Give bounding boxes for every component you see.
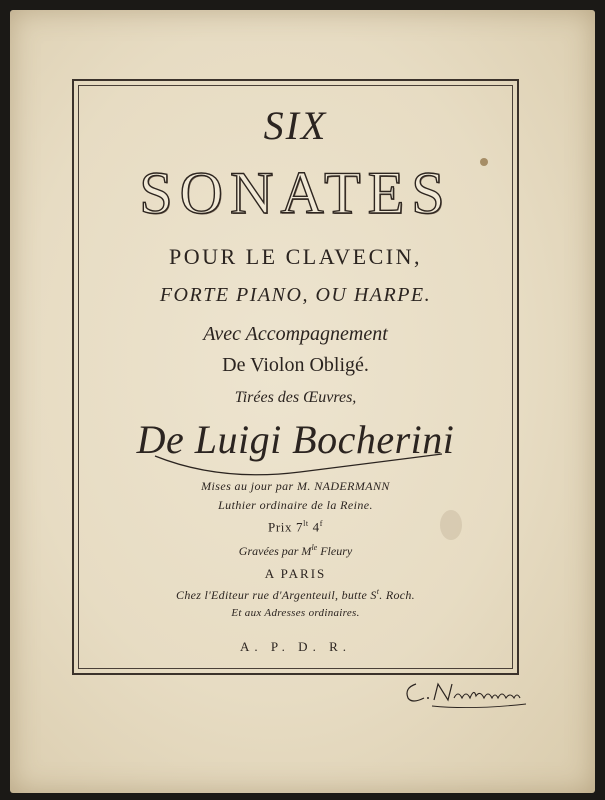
title-sonates: SONATES — [139, 160, 452, 226]
violin-line: De Violon Obligé. — [222, 354, 369, 376]
other-addresses-line: Et aux Adresses ordinaires. — [231, 607, 360, 619]
calligraphic-flourish — [150, 452, 450, 478]
address-suffix: . Roch. — [379, 588, 415, 602]
engraver-name: Fleury — [317, 544, 353, 558]
subtitle-alternatives: FORTE PIANO, OU HARPE. — [159, 284, 432, 306]
publisher-title: Luthier ordinaire de la Reine. — [218, 498, 373, 512]
handwritten-signature — [402, 676, 532, 716]
address-saint-sup: t — [376, 587, 380, 596]
publisher-line: Mises au jour par M. NADERMANN — [201, 479, 390, 493]
price-line — [80, 515, 511, 536]
source-line: Tirées des Œuvres, — [234, 389, 357, 406]
price-unit-livres: lt — [303, 519, 309, 528]
city-line: A PARIS — [264, 566, 327, 581]
accompaniment-line: Avec Accompagnement — [203, 323, 388, 345]
title-six: SIX — [263, 103, 328, 148]
composer-name: De Luigi Bocherini — [136, 417, 455, 462]
engraver-title-sup: le — [311, 543, 318, 552]
price-middle: 4 — [308, 519, 320, 535]
engraver-line — [80, 540, 511, 559]
address-prefix: Chez l'Editeur rue d'Argenteuil, butte S — [176, 588, 377, 602]
subtitle-instrument: POUR LE CLAVECIN, — [169, 244, 422, 269]
address-line — [80, 584, 511, 603]
privilege-line: A. P. D. R. — [240, 639, 351, 654]
engraver-prefix: Gravées par M — [238, 544, 312, 558]
price-text: Prix 7 — [268, 519, 304, 535]
price-unit-sous: f — [319, 519, 323, 528]
